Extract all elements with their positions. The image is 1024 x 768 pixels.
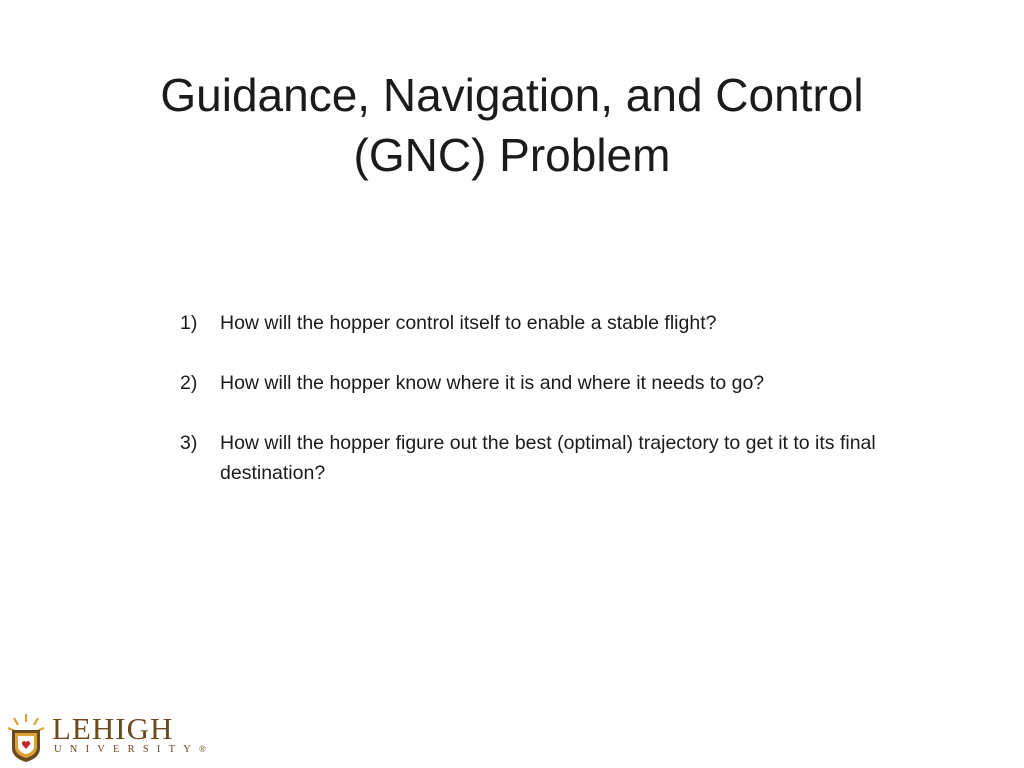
list-item <box>180 428 920 488</box>
slide-title <box>60 65 964 185</box>
list-item-number: 1) <box>180 312 198 334</box>
list-item-text: How will the hopper know where it is and where it needs to go? <box>220 372 765 394</box>
logo-subtitle-text: UNIVERSITY <box>54 744 199 755</box>
slide-title-line-2: (GNC) Problem <box>353 128 671 181</box>
list-item-text: How will the hopper figure out the best (optimal) trajectory to get it to its final destination? <box>220 432 876 484</box>
list-item <box>180 368 920 398</box>
list-item-text: How will the hopper control itself to enable a stable flight? <box>220 312 717 334</box>
lehigh-shield-icon <box>6 712 46 764</box>
list-item-number: 2) <box>180 372 198 394</box>
logo-wordmark: LEHIGH <box>52 711 174 746</box>
logo-subtitle <box>54 744 206 755</box>
slide-title-line-1: Guidance, Navigation, and Control <box>160 68 864 121</box>
list-item <box>180 308 920 338</box>
registered-mark: ® <box>199 744 206 754</box>
lehigh-logo <box>6 712 206 764</box>
question-list <box>180 308 920 518</box>
list-item-number: 3) <box>180 432 198 454</box>
